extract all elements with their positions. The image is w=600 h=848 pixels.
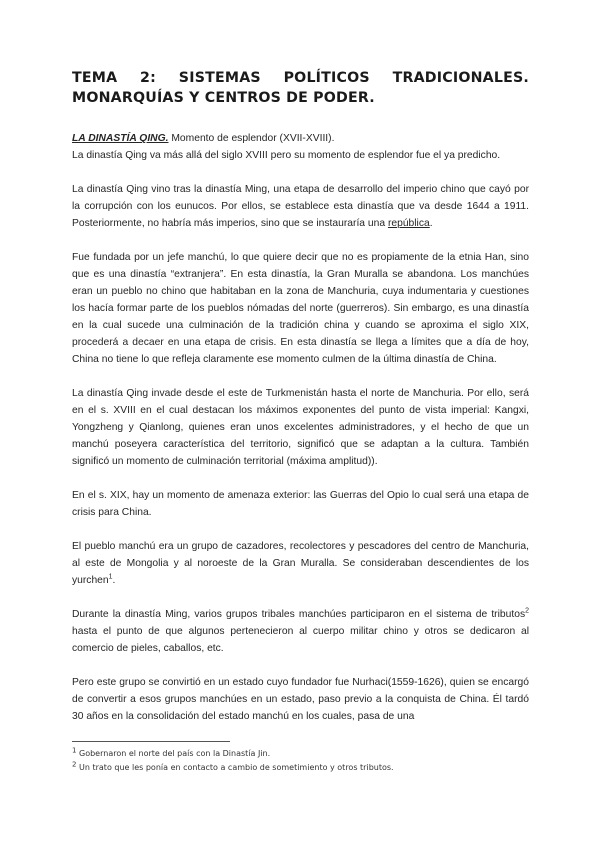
paragraph-text-cont: hasta el punto de que algunos pertenecieron al cuerpo militar chino y otros se dedicaron al comercio de pieles, caballos, etc. bbox=[72, 626, 529, 654]
footnote-1 bbox=[72, 747, 529, 761]
footnote-ref-1[interactable]: 1 bbox=[108, 573, 113, 581]
paragraph-qing-expansion: La dinastía Qing invade desde el este de Turkmenistán hasta el norte de Manchuria. Por ello, será en el s. XVIII en el cual destacan los máximos exponentes del punto de vista imperial: Kangxi, Yongzheng y Qianlong, quienes eran unos excelentes administradores, y el hecho de que un manchú poseyera característica del territorio, significó que se adaptan a la cultura. También significó un momento de culminación territorial (máxima amplitud)). bbox=[72, 388, 529, 467]
paragraph-manchu-people bbox=[72, 538, 529, 589]
section-intro bbox=[72, 130, 529, 164]
republica-link[interactable]: república bbox=[387, 218, 430, 229]
paragraph-text: Durante la dinastía Ming, varios grupos tribales manchúes participaron en el sistema de tributos bbox=[72, 609, 526, 620]
footnotes bbox=[72, 747, 529, 775]
document-page bbox=[72, 68, 529, 742]
paragraph-qing-origin bbox=[72, 181, 529, 232]
footnote-text: Un trato que les ponía en contacto a cambio de sometimiento y otros tributos. bbox=[76, 763, 394, 772]
footnote-2 bbox=[72, 761, 529, 775]
paragraph-text: El pueblo manchú era un grupo de cazadores, recolectores y pescadores del centro de Manchuria, al este de Mongolia y al noroeste de la Gran Muralla. Se consideraban descendientes de los yurchen bbox=[72, 541, 529, 586]
paragraph-end: . bbox=[112, 575, 116, 586]
section-intro-text: La dinastía Qing va más allá del siglo XVIII pero su momento de esplendor fue el ya predicho. bbox=[72, 150, 501, 161]
footnote-number: 1 bbox=[72, 746, 77, 755]
paragraph-text: La dinastía Qing vino tras la dinastía Ming, una etapa de desarrollo del imperio chino que cayó por la corrupción con los eunucos. Por ellos, se establece esta dinastía que va desde 1644 a 1911. Posteriormente, no habría más imperios, sino que se instauraría una bbox=[72, 184, 529, 229]
paragraph-nurhaci: Pero este grupo se convirtió en un estado cuyo fundador fue Nurhaci(1559-1626), quien se encargó de convertir a esos grupos manchúes en un estado, paso previo a la conquista de China. Él tardó 30 años en la consolidación del estado manchú en los cuales, pasa de una bbox=[72, 677, 529, 722]
document-title: TEMA 2: SISTEMAS POLÍTICOS TRADICIONALES. MONARQUÍAS Y CENTROS DE PODER. bbox=[72, 70, 529, 106]
footnote-divider bbox=[72, 741, 230, 742]
paragraph-manchu-founder: Fue fundada por un jefe manchú, lo que quiere decir que no es propiamente de la etnia Han, sino que es una dinastía “extranjera”. En esta dinastía, la Gran Muralla se abandona. Los manchúes eran un pueblo no chino que habitaban en la zona de Manchuria, cuya indumentaria y cuestiones los hacía formar parte de los pueblos nómadas del norte (guerreros). Sin embargo, es una dinastía en la cual sucede una culminación de la tradición china y cuando se aproxima el siglo XIX, procederá a decaer en una etapa de crisis. En esta dinastía se llega a límites que a día de hoy, China no tiene lo que refleja claramente ese momento culmen de la última dinastía de China. bbox=[72, 252, 529, 365]
footnote-ref-2[interactable]: 2 bbox=[525, 607, 529, 615]
section-heading-line bbox=[72, 130, 529, 147]
footnote-number: 2 bbox=[72, 760, 77, 769]
section-heading-subtitle: Momento de esplendor (XVII-XVIII). bbox=[168, 133, 335, 144]
paragraph-ming-tributes bbox=[72, 606, 529, 657]
paragraph-opium-wars: En el s. XIX, hay un momento de amenaza exterior: las Guerras del Opio lo cual será una etapa de crisis para China. bbox=[72, 490, 529, 518]
paragraph-end: . bbox=[429, 218, 433, 229]
footnote-text: Gobernaron el norte del país con la Dinastía Jin. bbox=[76, 749, 271, 758]
section-heading: LA DINASTÍA QING. bbox=[72, 133, 169, 144]
